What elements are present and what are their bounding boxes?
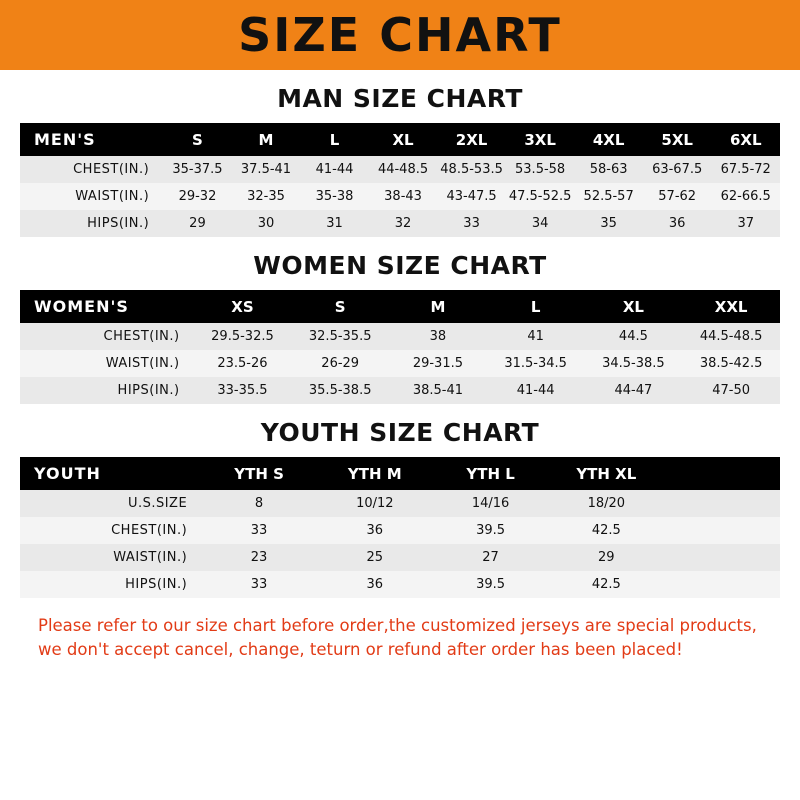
women-header-cell: WOMEN'S (34, 297, 129, 316)
men-cell: 53.5-58 (515, 162, 566, 177)
women-size-table (20, 290, 780, 404)
women-cell: 44-47 (614, 383, 653, 398)
women-cell: 26-29 (321, 356, 360, 371)
youth-table-header (20, 457, 780, 490)
men-cell: 30 (257, 216, 275, 231)
youth-cell-spacer (664, 490, 780, 517)
men-cell: 41-44 (315, 162, 354, 177)
section-title-men: MAN SIZE CHART (277, 84, 523, 113)
men-cell: 48.5-53.5 (440, 162, 503, 177)
women-cell: 44.5-48.5 (699, 329, 763, 344)
men-header-cell: 3XL (524, 130, 556, 149)
men-cell: 29-32 (178, 189, 217, 204)
men-cell: 29 (189, 216, 206, 231)
women-row-label: CHEST(IN.) (103, 329, 180, 344)
men-header-cell: 4XL (592, 130, 625, 149)
men-header-cell: L (329, 130, 340, 149)
men-cell: 35-37.5 (172, 162, 223, 177)
youth-cell: 23 (250, 550, 268, 565)
women-cell: 29-31.5 (412, 356, 464, 371)
men-cell: 67.5-72 (720, 162, 771, 177)
women-header-cell: S (334, 297, 346, 316)
men-cell: 31 (326, 216, 343, 231)
table-header-row (20, 290, 780, 323)
men-header-cell: MEN'S (34, 130, 96, 149)
youth-cell: 42.5 (591, 523, 621, 538)
table-row (20, 350, 780, 377)
youth-cell: 14/16 (471, 496, 510, 511)
youth-cell: 29 (598, 550, 615, 565)
youth-cell: 8 (254, 496, 264, 511)
men-cell: 63-67.5 (652, 162, 703, 177)
table-row (20, 183, 780, 210)
men-cell: 35 (600, 216, 617, 231)
youth-header-cell: YTH XL (576, 464, 637, 483)
youth-cell: 36 (366, 523, 384, 538)
page-title: SIZE CHART (238, 8, 562, 62)
women-header-cell: L (530, 297, 541, 316)
women-cell: 29.5-32.5 (211, 329, 274, 344)
women-cell: 38 (429, 329, 447, 344)
men-row-label: HIPS(IN.) (87, 216, 150, 231)
women-cell: 34.5-38.5 (602, 356, 665, 371)
men-row-label: WAIST(IN.) (75, 189, 150, 204)
women-cell: 23.5-26 (217, 356, 268, 371)
men-header-cell: S (192, 130, 203, 149)
women-row-label: WAIST(IN.) (105, 356, 180, 371)
women-cell: 33-35.5 (217, 383, 268, 398)
youth-cell: 36 (366, 577, 384, 592)
table-row (20, 210, 780, 237)
table-row (20, 323, 780, 350)
youth-header-cell: YTH M (347, 464, 402, 483)
youth-cell: 18/20 (587, 496, 626, 511)
footer-note-line-2: we don't accept cancel, change, teturn or refund after order has been placed! (38, 639, 683, 659)
youth-row-label: WAIST(IN.) (113, 550, 188, 565)
men-cell: 58-63 (589, 162, 628, 177)
men-cell: 32 (394, 216, 412, 231)
women-cell: 44.5 (618, 329, 648, 344)
youth-cell: 39.5 (476, 577, 506, 592)
women-cell: 41 (527, 329, 544, 344)
women-header-cell: XXL (714, 297, 748, 316)
men-cell: 37 (737, 216, 754, 231)
men-header-cell: XL (392, 130, 414, 149)
footer-note-line-1: Please refer to our size chart before order,the customized jerseys are special products, (38, 616, 757, 635)
youth-row-label: U.S.SIZE (127, 496, 188, 511)
youth-cell-spacer (664, 544, 780, 571)
youth-table-body (20, 490, 780, 598)
women-cell: 47-50 (712, 383, 751, 398)
youth-row-label: HIPS(IN.) (125, 577, 188, 592)
women-cell: 38.5-41 (412, 383, 464, 398)
youth-cell: 10/12 (356, 496, 394, 511)
men-cell: 35-38 (315, 189, 354, 204)
youth-header-cell: YTH L (466, 464, 515, 483)
youth-header-spacer (664, 457, 780, 490)
table-row (20, 571, 780, 598)
youth-cell: 33 (250, 577, 268, 592)
table-row (20, 156, 780, 183)
header-band (0, 0, 800, 70)
section-women (20, 251, 780, 404)
youth-cell: 33 (250, 523, 268, 538)
table-header-row (20, 123, 780, 156)
men-header-cell: 6XL (729, 130, 762, 149)
women-header-cell: XL (622, 297, 644, 316)
youth-cell-spacer (664, 571, 780, 598)
men-cell: 33 (463, 216, 480, 231)
youth-cell: 27 (482, 550, 499, 565)
youth-header-cell: YTH S (234, 464, 284, 483)
section-men (20, 84, 780, 237)
section-youth (20, 418, 780, 598)
men-table-body (20, 156, 780, 237)
women-header-cell: XS (231, 297, 254, 316)
table-header-row (20, 457, 780, 490)
men-cell: 57-62 (658, 189, 697, 204)
youth-cell: 42.5 (591, 577, 621, 592)
table-row (20, 490, 780, 517)
men-header-cell: M (258, 130, 274, 149)
women-cell: 35.5-38.5 (308, 383, 372, 398)
youth-cell-spacer (664, 517, 780, 544)
women-cell: 41-44 (516, 383, 555, 398)
men-cell: 44-48.5 (377, 162, 429, 177)
women-table-header (20, 290, 780, 323)
youth-row-label: CHEST(IN.) (111, 523, 188, 538)
content-area (0, 84, 800, 662)
table-row (20, 377, 780, 404)
men-size-table (20, 123, 780, 237)
section-title-youth: YOUTH SIZE CHART (260, 418, 540, 447)
youth-size-table (20, 457, 780, 598)
women-cell: 38.5-42.5 (699, 356, 763, 371)
men-cell: 32-35 (247, 189, 285, 204)
men-cell: 37.5-41 (240, 162, 292, 177)
men-header-cell: 2XL (455, 130, 488, 149)
men-cell: 52.5-57 (583, 189, 634, 204)
youth-header-cell: YOUTH (34, 464, 101, 483)
women-cell: 31.5-34.5 (504, 356, 567, 371)
men-cell: 36 (668, 216, 686, 231)
men-table-header (20, 123, 780, 156)
men-cell: 47.5-52.5 (508, 189, 572, 204)
women-cell: 32.5-35.5 (308, 329, 372, 344)
men-cell: 38-43 (384, 189, 422, 204)
men-header-cell: 5XL (661, 130, 693, 149)
section-title-women: WOMEN SIZE CHART (253, 251, 547, 280)
table-row (20, 544, 780, 571)
youth-cell: 25 (366, 550, 384, 565)
women-table-body (20, 323, 780, 404)
men-cell: 62-66.5 (720, 189, 771, 204)
women-row-label: HIPS(IN.) (117, 383, 180, 398)
men-cell: 43-47.5 (446, 189, 497, 204)
men-row-label: CHEST(IN.) (73, 162, 150, 177)
men-cell: 34 (531, 216, 549, 231)
table-row (20, 517, 780, 544)
youth-cell: 39.5 (476, 523, 506, 538)
footer-note (20, 614, 780, 662)
women-header-cell: M (430, 297, 446, 316)
